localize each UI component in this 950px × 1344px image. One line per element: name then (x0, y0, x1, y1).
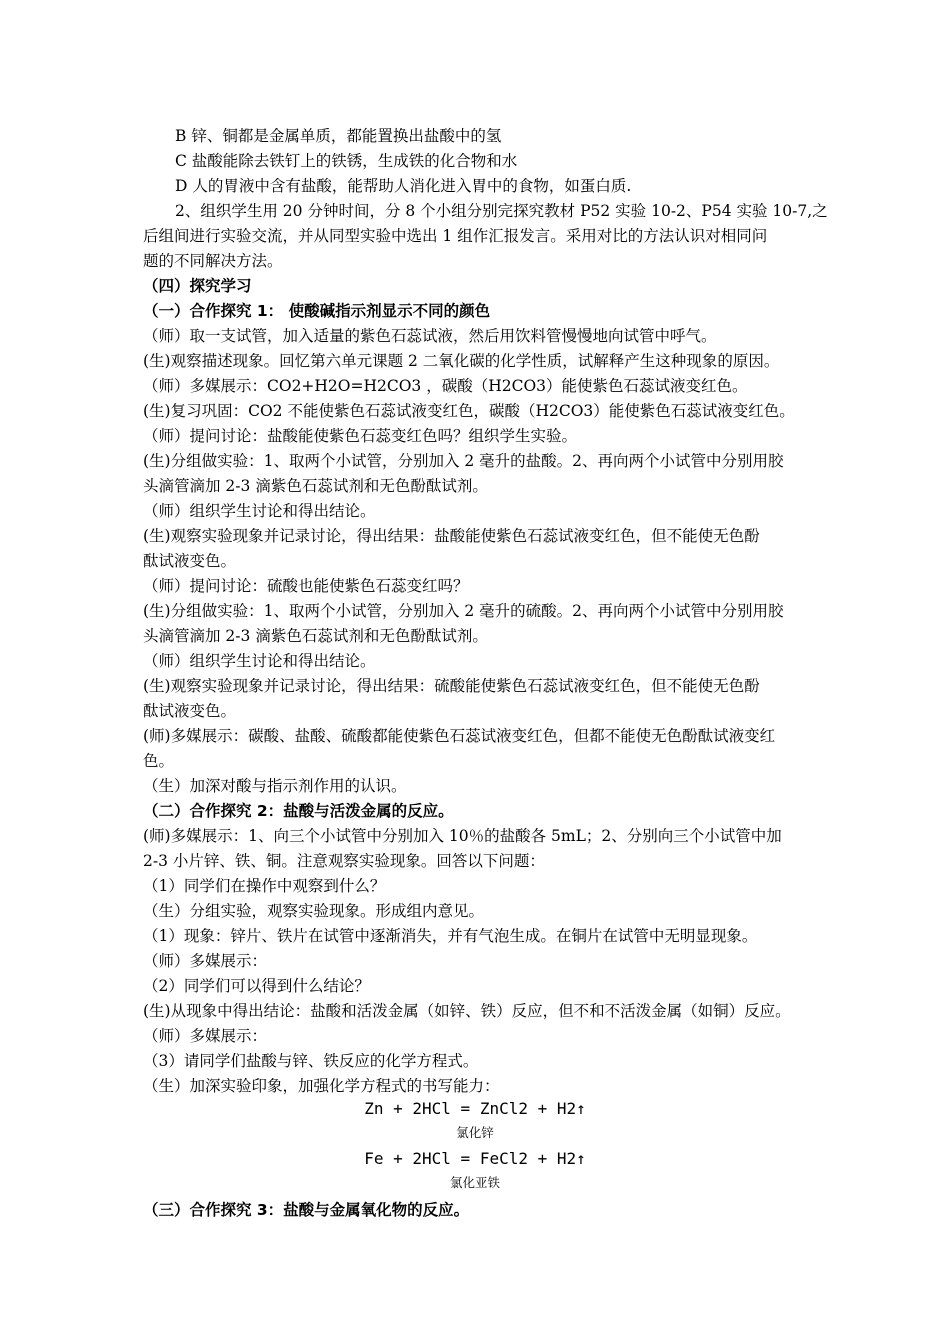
paragraph-line: （2）同学们可以得到什么结论？ (143, 977, 370, 995)
paragraph-line: 酞试液变色。 (143, 552, 237, 570)
paragraph-line: (生)分组做实验：1、取两个小试管，分别加入 2 毫升的硫酸。2、再向两个小试管中分别用胶 (143, 602, 784, 620)
paragraph-line: （生）加深对酸与指示剂作用的认识。 (143, 777, 407, 795)
paragraph-line: 题的不同解决方法。 (143, 252, 283, 270)
paragraph-line: (师)多媒展示：1、向三个小试管中分别加入 10％的盐酸各 5mL；2、分别向三个小试管中加 (143, 827, 782, 845)
option-c: C 盐酸能除去铁钉上的铁锈，生成铁的化合物和水 (175, 152, 518, 170)
paragraph-line: (生)观察实验现象并记录讨论，得出结果：盐酸能使紫色石蕊试液变红色，但不能使无色酚 (143, 527, 760, 545)
section-heading: （四）探究学习 (143, 277, 252, 295)
paragraph-line: (生)复习巩固：CO2 不能使紫色石蕊试液变红色，碳酸（H2CO3）能使紫色石蕊试液变红色。 (143, 402, 795, 420)
paragraph-line: （1）现象：锌片、铁片在试管中逐渐消失，并有气泡生成。在铜片在试管中无明显现象。 (143, 927, 758, 945)
paragraph-line: （师）多媒展示： (143, 952, 268, 970)
equation-zinc: Zn + 2HCl = ZnCl2 + H2↑ (364, 1099, 586, 1118)
option-b: B 锌、铜都是金属单质，都能置换出盐酸中的氢 (175, 127, 502, 145)
paragraph-line: 色。 (143, 752, 175, 770)
paragraph-line: (生)从现象中得出结论：盐酸和活泼金属（如锌、铁）反应，但不和不活泼金属（如铜）反应。 (143, 1002, 791, 1020)
paragraph-line: （师）取一支试管，加入适量的紫色石蕊试液，然后用饮料管慢慢地向试管中呼气。 (143, 327, 717, 345)
paragraph-line: 后组间进行实验交流，并从同型实验中选出 1 组作汇报发言。采用对比的方法认识对相同问 (143, 227, 768, 245)
equation-iron-caption: 氯化亚铁 (449, 1175, 500, 1190)
paragraph-line: 2、组织学生用 20 分钟时间，分 8 个小组分别完探究教材 P52 实验 10-2、P54 实验 10-7,之 (175, 202, 828, 220)
paragraph-line: （师）组织学生讨论和得出结论。 (143, 502, 376, 520)
paragraph-line: (生)观察描述现象。回忆第六单元课题 2 二氧化碳的化学性质，试解释产生这种现象的原因。 (143, 352, 780, 370)
paragraph-line: 2-3 小片锌、铁、铜。注意观察实验现象。回答以下问题： (143, 852, 545, 870)
paragraph-line: （师）多媒展示： (143, 1027, 268, 1045)
paragraph-line: （3）请同学们盐酸与锌、铁反应的化学方程式。 (143, 1052, 479, 1070)
paragraph-line: （师）多媒展示：CO2+H2O=H2CO3 ，碳酸（H2CO3）能使紫色石蕊试液变红色。 (143, 377, 748, 395)
subsection-heading: （一）合作探究 1： 使酸碱指示剂显示不同的颜色 (143, 302, 491, 320)
option-d: D 人的胃液中含有盐酸，能帮助人消化进入胃中的食物，如蛋白质. (175, 177, 632, 195)
paragraph-line: (生)分组做实验：1、取两个小试管，分别加入 2 毫升的盐酸。2、再向两个小试管中分别用胶 (143, 452, 784, 470)
paragraph-line: （生）加深实验印象，加强化学方程式的书写能力： (143, 1077, 500, 1095)
paragraph-line: 酞试液变色。 (143, 702, 237, 720)
paragraph-line: （生）分组实验，观察实验现象。形成组内意见。 (143, 902, 485, 920)
paragraph-line: (师)多媒展示：碳酸、盐酸、硫酸都能使紫色石蕊试液变红色，但都不能使无色酚酞试液变红 (143, 727, 776, 745)
paragraph-line: (生)观察实验现象并记录讨论，得出结果：硫酸能使紫色石蕊试液变红色，但不能使无色酚 (143, 677, 760, 695)
paragraph-line: （1）同学们在操作中观察到什么？ (143, 877, 386, 895)
paragraph-line: （师）组织学生讨论和得出结论。 (143, 652, 376, 670)
paragraph-line: （师）提问讨论：硫酸也能使紫色石蕊变红吗？ (143, 577, 469, 595)
equation-zinc-caption: 氯化锌 (456, 1125, 494, 1140)
paragraph-line: 头滴管滴加 2-3 滴紫色石蕊试剂和无色酚酞试剂。 (143, 627, 488, 645)
subsection-heading: （二）合作探究 2：盐酸与活泼金属的反应。 (143, 802, 454, 820)
paragraph-line: （师）提问讨论：盐酸能使紫色石蕊变红色吗？组织学生实验。 (143, 427, 578, 445)
subsection-heading: （三）合作探究 3：盐酸与金属氧化物的反应。 (143, 1201, 470, 1219)
paragraph-line: 头滴管滴加 2-3 滴紫色石蕊试剂和无色酚酞试剂。 (143, 477, 488, 495)
equation-iron: Fe + 2HCl = FeCl2 + H2↑ (364, 1149, 586, 1168)
